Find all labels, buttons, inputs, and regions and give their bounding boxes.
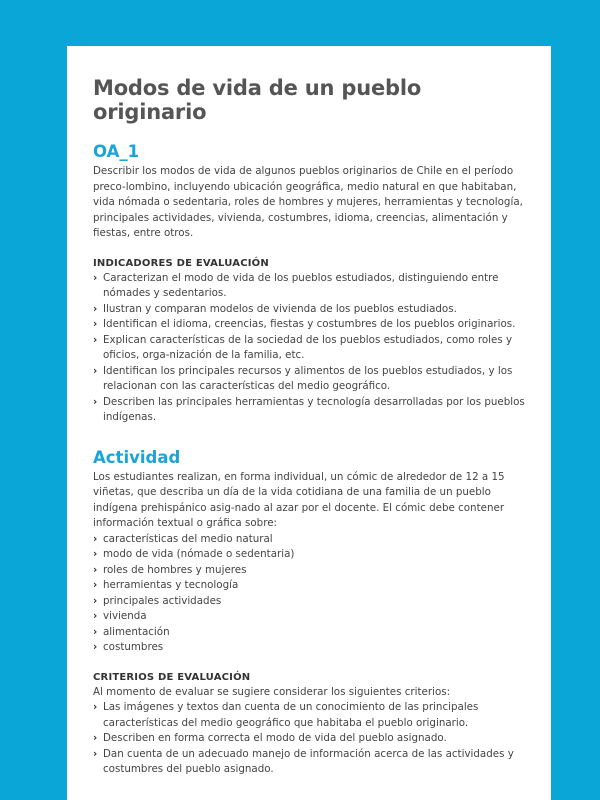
page-title: Modos de vida de un pueblo originario bbox=[93, 76, 422, 124]
actividad-list bbox=[93, 532, 525, 656]
actividad-heading: Actividad bbox=[93, 447, 181, 467]
list-item: › principales actividades bbox=[93, 594, 525, 610]
list-item: › características del medio natural bbox=[93, 532, 525, 548]
list-item: › Caracterizan el modo de vida de los pueblos estudiados, distinguiendo entre nómades y sedentarios. bbox=[93, 271, 525, 302]
list-item: › Describen las principales herramientas y tecnología desarrolladas por los pueblos indígenas. bbox=[93, 395, 525, 426]
list-item: › roles de hombres y mujeres bbox=[93, 563, 525, 579]
list-item: › alimentación bbox=[93, 625, 525, 641]
criterios-intro: Al momento de evaluar se sugiere considerar los siguientes criterios: bbox=[93, 685, 451, 698]
criterios-list bbox=[93, 700, 525, 778]
list-item: › modo de vida (nómade o sedentaria) bbox=[93, 547, 525, 563]
list-item: › Dan cuenta de un adecuado manejo de información acerca de las actividades y costumbres del pueblo asignado. bbox=[93, 747, 525, 778]
list-item: › Identifican los principales recursos y alimentos de los pueblos estudiados, y los relacionan con las características del medio geográfico. bbox=[93, 364, 525, 395]
list-item: › Identifican el idioma, creencias, fiestas y costumbres de los pueblos originarios. bbox=[93, 317, 525, 333]
list-item: › Ilustran y comparan modelos de vivienda de los pueblos estudiados. bbox=[93, 302, 525, 318]
indicadores-heading: INDICADORES DE EVALUACIÓN bbox=[93, 257, 269, 269]
oa-description: Describir los modos de vida de algunos pueblos originarios de Chile en el período preco-lombino, incluyendo ubicación geográfica, medio natural en que habitaban, vida nómada o sedentaria, roles de hombres y mujeres, herramientas y tecnología, principales actividades, vivienda, costumbres, idioma, creencias, alimentación y fiestas, entre otros. bbox=[93, 165, 523, 239]
indicadores-list bbox=[93, 271, 525, 426]
list-item: › herramientas y tecnología bbox=[93, 578, 525, 594]
oa-code: OA_1 bbox=[93, 142, 140, 161]
list-item: › Explican características de la sociedad de los pueblos estudiados, como roles y oficios, orga-nización de la familia, etc. bbox=[93, 333, 525, 364]
list-item: › Las imágenes y textos dan cuenta de un conocimiento de las principales características del medio geográfico que habitaba el pueblo originario. bbox=[93, 700, 525, 731]
list-item: › Describen en forma correcta el modo de vida del pueblo asignado. bbox=[93, 731, 525, 747]
actividad-intro: Los estudiantes realizan, en forma individual, un cómic de alrededor de 12 a 15 viñetas, que describa un día de la vida cotidiana de una familia de un pueblo indígena prehispánico asig-nado al azar por el docente. El cómic debe contener información textual o gráfica sobre: bbox=[93, 470, 505, 529]
document-page bbox=[67, 46, 551, 800]
list-item: › costumbres bbox=[93, 640, 525, 656]
list-item: › vivienda bbox=[93, 609, 525, 625]
criterios-heading: CRITERIOS DE EVALUACIÓN bbox=[93, 671, 251, 683]
